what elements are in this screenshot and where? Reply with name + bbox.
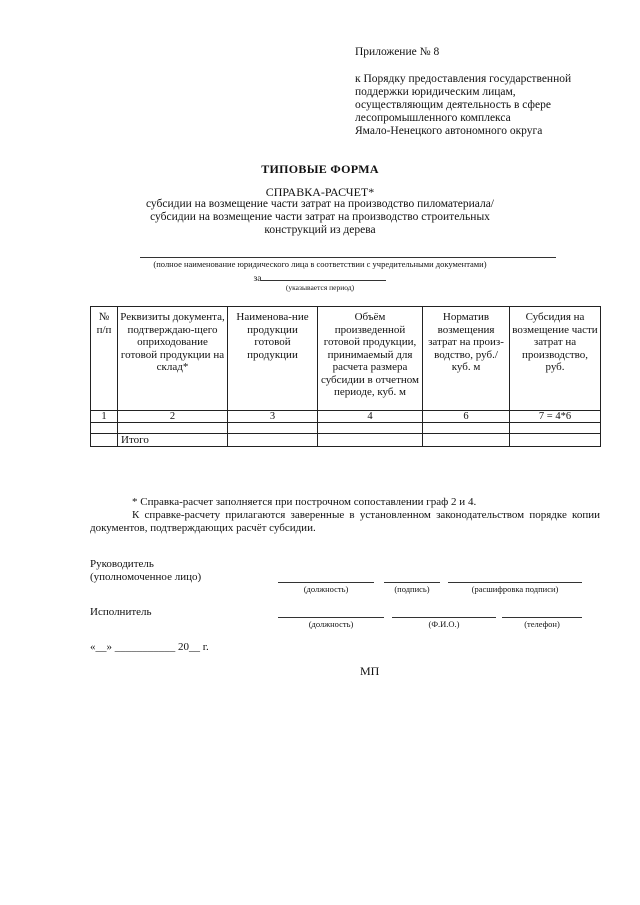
- field-caption: (должность): [303, 584, 349, 594]
- table-row: [91, 423, 601, 434]
- column-number: 7 = 4*6: [510, 411, 601, 423]
- column-number: 4: [318, 411, 423, 423]
- column-number: 1: [91, 411, 118, 423]
- head-position-field[interactable]: [278, 582, 374, 583]
- table-cell[interactable]: [91, 423, 118, 434]
- annex-line: Ямало-Ненецкого автономного округа: [355, 125, 543, 137]
- head-label: Руководитель: [90, 558, 154, 570]
- table-header-row: [91, 307, 601, 411]
- executor-name-field[interactable]: [392, 617, 496, 618]
- subtitle-line: субсидии на возмещение части затрат на производство пиломатериала/: [145, 198, 495, 210]
- period-prefix: за: [253, 274, 262, 284]
- total-label: Итого: [118, 434, 228, 447]
- column-header: Наименова-ние продукции готовой продукции: [228, 307, 318, 411]
- table-cell[interactable]: [118, 423, 228, 434]
- field-caption: (телефон): [524, 619, 560, 629]
- column-number: 6: [423, 411, 510, 423]
- table-cell[interactable]: [228, 434, 318, 447]
- column-number-row: [91, 411, 601, 423]
- executor-phone-field[interactable]: [502, 617, 582, 618]
- annex-line: к Порядку предоставления государственной: [355, 73, 572, 85]
- head-sublabel: (уполномоченное лицо): [90, 571, 202, 583]
- column-number: 3: [228, 411, 318, 423]
- date-line[interactable]: «__» ___________ 20__ г.: [90, 641, 209, 653]
- table-cell: [91, 434, 118, 447]
- document-subtitle: [0, 198, 640, 237]
- annex-line: лесопромышленного комплекса: [355, 112, 511, 124]
- column-header: Норматив возмещения затрат на произ-водство, руб./куб. м: [423, 307, 510, 411]
- document-title: СПРАВКА-РАСЧЕТ*: [265, 185, 375, 199]
- period-caption: (указывается период): [285, 283, 355, 292]
- annex-title: Приложение № 8: [355, 46, 440, 58]
- table-cell[interactable]: [318, 434, 423, 447]
- column-header: Реквизиты документа, подтверждаю-щего оприходование готовой продукции на склад*: [118, 307, 228, 411]
- period-field[interactable]: [261, 271, 386, 281]
- table-cell[interactable]: [510, 423, 601, 434]
- executor-label: Исполнитель: [90, 606, 152, 618]
- head-decoding-field[interactable]: [448, 582, 582, 583]
- field-caption: (расшифровка подписи): [471, 584, 559, 594]
- total-row: [91, 434, 601, 447]
- column-header: Субсидия на возмещение части затрат на производство, руб.: [510, 307, 601, 411]
- organization-caption: (полное наименование юридического лица в соответствии с учредительными документами): [153, 259, 487, 269]
- table-cell[interactable]: [510, 434, 601, 447]
- annex-line: осуществляющим деятельность в сфере: [355, 99, 551, 111]
- subtitle-line: конструкций из дерева: [264, 224, 376, 236]
- attachment-note: К справке-расчету прилагаются заверенные в установленном законодательством порядке копии документов, подтверждающих расчёт субсидии.: [90, 509, 600, 534]
- annex-line: поддержки юридическим лицам,: [355, 86, 516, 98]
- table-cell[interactable]: [423, 423, 510, 434]
- table-cell[interactable]: [228, 423, 318, 434]
- column-header: Объём произведенной готовой продукции, принимаемый для расчета размера субсидии в отчетном периоде, куб. м: [318, 307, 423, 411]
- footnote: * Справка-расчет заполняется при построчном сопоставлении граф 2 и 4.: [132, 496, 477, 508]
- field-caption: (Ф.И.О.): [428, 619, 460, 629]
- stamp-label: МП: [360, 664, 380, 678]
- column-header: № п/п: [91, 307, 118, 411]
- column-number: 2: [118, 411, 228, 423]
- subtitle-line: субсидии на возмещение части затрат на производство строительных: [150, 211, 490, 223]
- table-cell[interactable]: [423, 434, 510, 447]
- executor-position-field[interactable]: [278, 617, 384, 618]
- annex-block: [355, 46, 571, 138]
- form-title: ТИПОВЫЕ ФОРМА: [261, 162, 379, 176]
- organization-name-field[interactable]: [140, 257, 556, 258]
- field-caption: (подпись): [394, 584, 430, 594]
- calculation-table: [90, 306, 601, 447]
- head-signature-field[interactable]: [384, 582, 440, 583]
- field-caption: (должность): [308, 619, 354, 629]
- table-cell[interactable]: [318, 423, 423, 434]
